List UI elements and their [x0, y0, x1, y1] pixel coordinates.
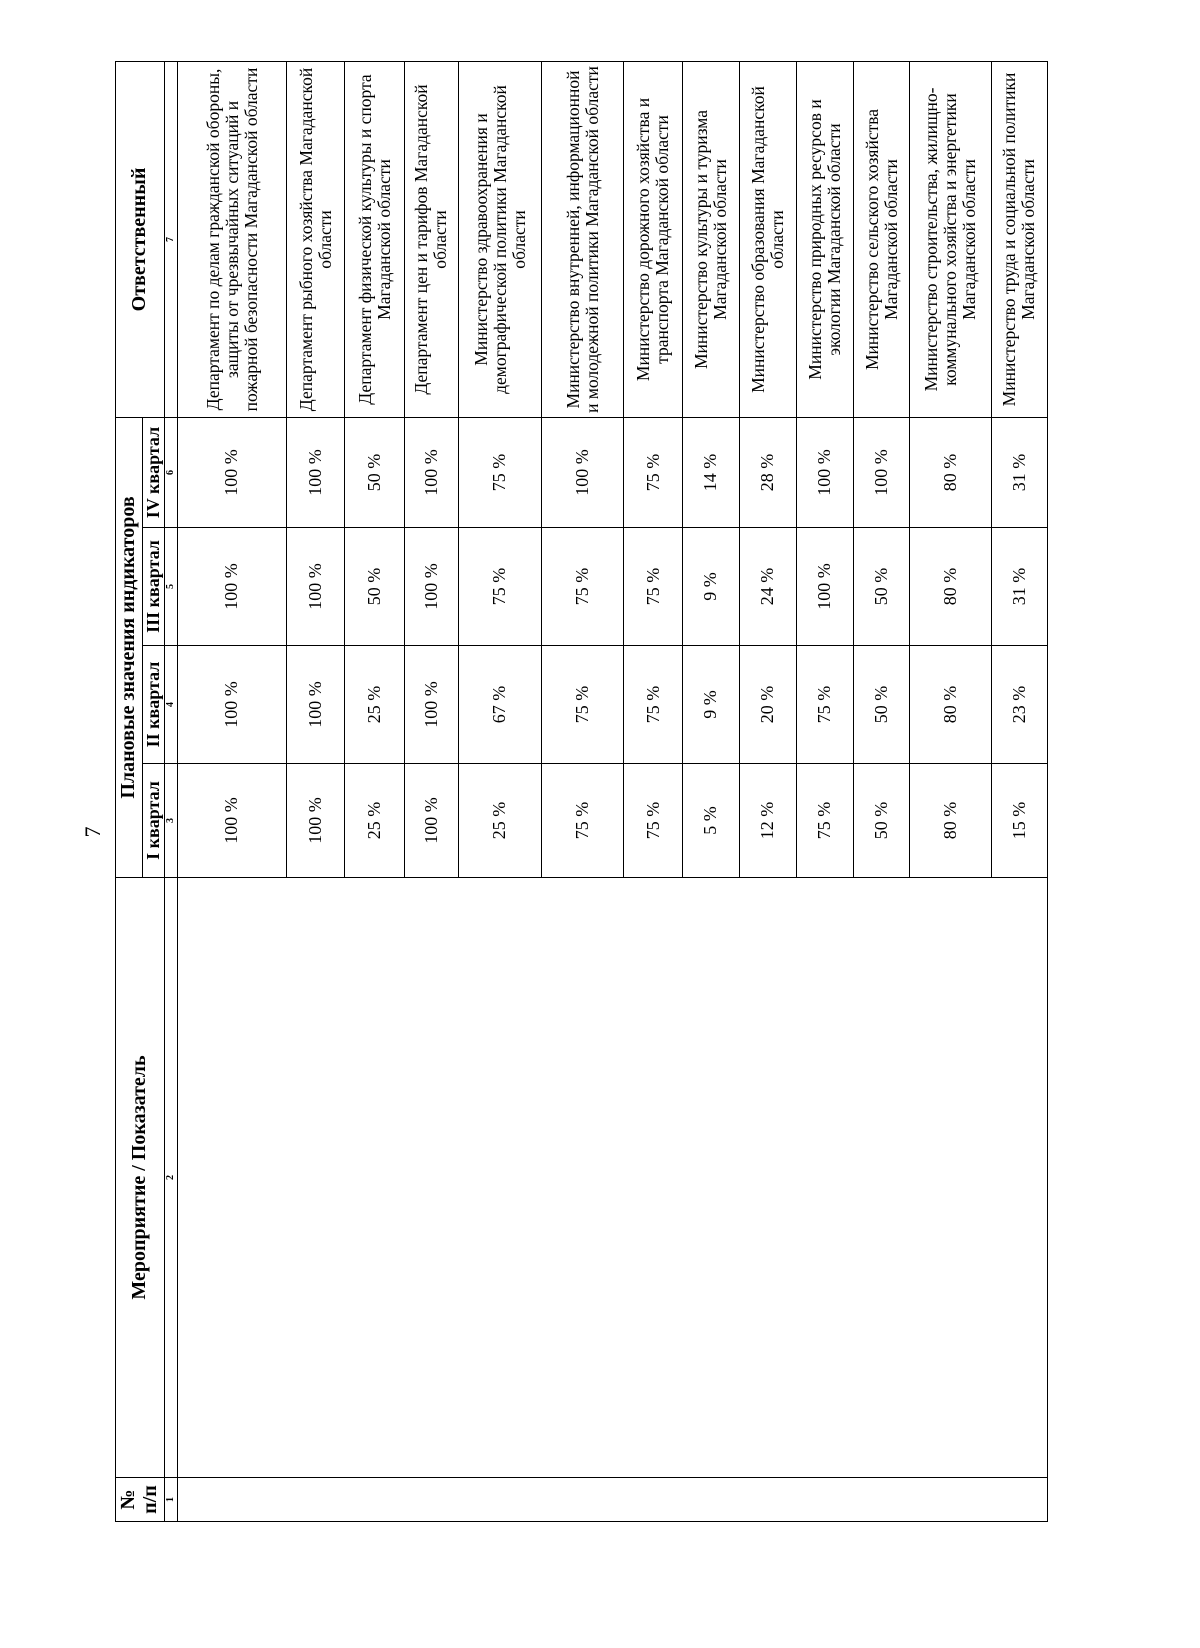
q3-value: 24 %	[739, 528, 796, 646]
q2-value: 75 %	[624, 646, 683, 764]
q4-value: 80 %	[910, 417, 992, 527]
q4-value: 75 %	[624, 417, 683, 527]
q4-value: 31 %	[991, 417, 1047, 527]
event-cell	[178, 878, 1048, 1478]
responsible-cell: Министерство внутренней, информационной и молодежной политики Магаданской области	[542, 61, 624, 417]
page-number: 7	[80, 826, 105, 838]
header-responsible: Ответственный	[116, 61, 165, 417]
q4-value: 100 %	[287, 417, 345, 527]
column-number: 6	[165, 417, 178, 527]
q1-value: 50 %	[854, 764, 910, 878]
responsible-cell: Министерство здравоохранения и демографической политики Магаданской области	[458, 61, 542, 417]
responsible-cell: Министерство образования Магаданской области	[739, 61, 796, 417]
responsible-cell: Департамент по делам гражданской обороны, защиты от чрезвычайных ситуаций и пожарной безопасности Магаданской области	[178, 61, 287, 417]
responsible-cell: Департамент рыбного хозяйства Магаданской области	[287, 61, 345, 417]
indicators-table	[115, 61, 1048, 1522]
q3-value: 80 %	[910, 528, 992, 646]
q2-value: 20 %	[739, 646, 796, 764]
q4-value: 100 %	[404, 417, 458, 527]
column-number: 5	[165, 528, 178, 646]
header-q3: III квартал	[143, 528, 165, 646]
q1-value: 12 %	[739, 764, 796, 878]
q2-value: 23 %	[991, 646, 1047, 764]
q3-value: 100 %	[287, 528, 345, 646]
responsible-cell: Министерство культуры и туризма Магаданской области	[683, 61, 739, 417]
responsible-cell: Департамент физической культуры и спорта Магаданской области	[345, 61, 404, 417]
number-cell	[178, 1478, 1048, 1522]
q3-value: 75 %	[542, 528, 624, 646]
responsible-cell: Министерство природных ресурсов и экологии Магаданской области	[796, 61, 853, 417]
table-row	[178, 61, 287, 1521]
q1-value: 80 %	[910, 764, 992, 878]
q2-value: 9 %	[683, 646, 739, 764]
header-q4: IV квартал	[143, 417, 165, 527]
q3-value: 31 %	[991, 528, 1047, 646]
q4-value: 100 %	[178, 417, 287, 527]
q1-value: 75 %	[624, 764, 683, 878]
q3-value: 100 %	[178, 528, 287, 646]
q3-value: 75 %	[458, 528, 542, 646]
q4-value: 14 %	[683, 417, 739, 527]
responsible-cell: Министерство дорожного хозяйства и транспорта Магаданской области	[624, 61, 683, 417]
q2-value: 75 %	[796, 646, 853, 764]
q2-value: 100 %	[178, 646, 287, 764]
q2-value: 75 %	[542, 646, 624, 764]
header-event: Мероприятие / Показатель	[116, 878, 165, 1478]
column-numbers-row	[165, 61, 178, 1521]
q3-value: 50 %	[345, 528, 404, 646]
q2-value: 67 %	[458, 646, 542, 764]
column-number: 1	[165, 1478, 178, 1522]
column-number: 7	[165, 61, 178, 417]
q1-value: 5 %	[683, 764, 739, 878]
header-q1: I квартал	[143, 764, 165, 878]
q3-value: 100 %	[404, 528, 458, 646]
q1-value: 15 %	[991, 764, 1047, 878]
q1-value: 100 %	[404, 764, 458, 878]
responsible-cell: Департамент цен и тарифов Магаданской области	[404, 61, 458, 417]
q3-value: 100 %	[796, 528, 853, 646]
q3-value: 50 %	[854, 528, 910, 646]
q3-value: 9 %	[683, 528, 739, 646]
q2-value: 50 %	[854, 646, 910, 764]
column-number: 2	[165, 878, 178, 1478]
q4-value: 50 %	[345, 417, 404, 527]
q1-value: 75 %	[542, 764, 624, 878]
column-number: 4	[165, 646, 178, 764]
header-number: № п/п	[116, 1478, 165, 1522]
q1-value: 100 %	[178, 764, 287, 878]
header-planned-values: Плановые значения индикаторов	[116, 417, 143, 877]
q1-value: 100 %	[287, 764, 345, 878]
q1-value: 75 %	[796, 764, 853, 878]
column-number: 3	[165, 764, 178, 878]
q4-value: 28 %	[739, 417, 796, 527]
q2-value: 25 %	[345, 646, 404, 764]
q1-value: 25 %	[458, 764, 542, 878]
q2-value: 100 %	[287, 646, 345, 764]
q4-value: 100 %	[542, 417, 624, 527]
q2-value: 100 %	[404, 646, 458, 764]
indicators-table-container	[115, 62, 1048, 1522]
responsible-cell: Министерство труда и социальной политики Магаданской области	[991, 61, 1047, 417]
q3-value: 75 %	[624, 528, 683, 646]
q4-value: 100 %	[796, 417, 853, 527]
header-q2: II квартал	[143, 646, 165, 764]
responsible-cell: Министерство сельского хозяйства Магаданской области	[854, 61, 910, 417]
q1-value: 25 %	[345, 764, 404, 878]
q4-value: 100 %	[854, 417, 910, 527]
responsible-cell: Министерство строительства, жилищно-коммунального хозяйства и энергетики Магаданской области	[910, 61, 992, 417]
q4-value: 75 %	[458, 417, 542, 527]
q2-value: 80 %	[910, 646, 992, 764]
